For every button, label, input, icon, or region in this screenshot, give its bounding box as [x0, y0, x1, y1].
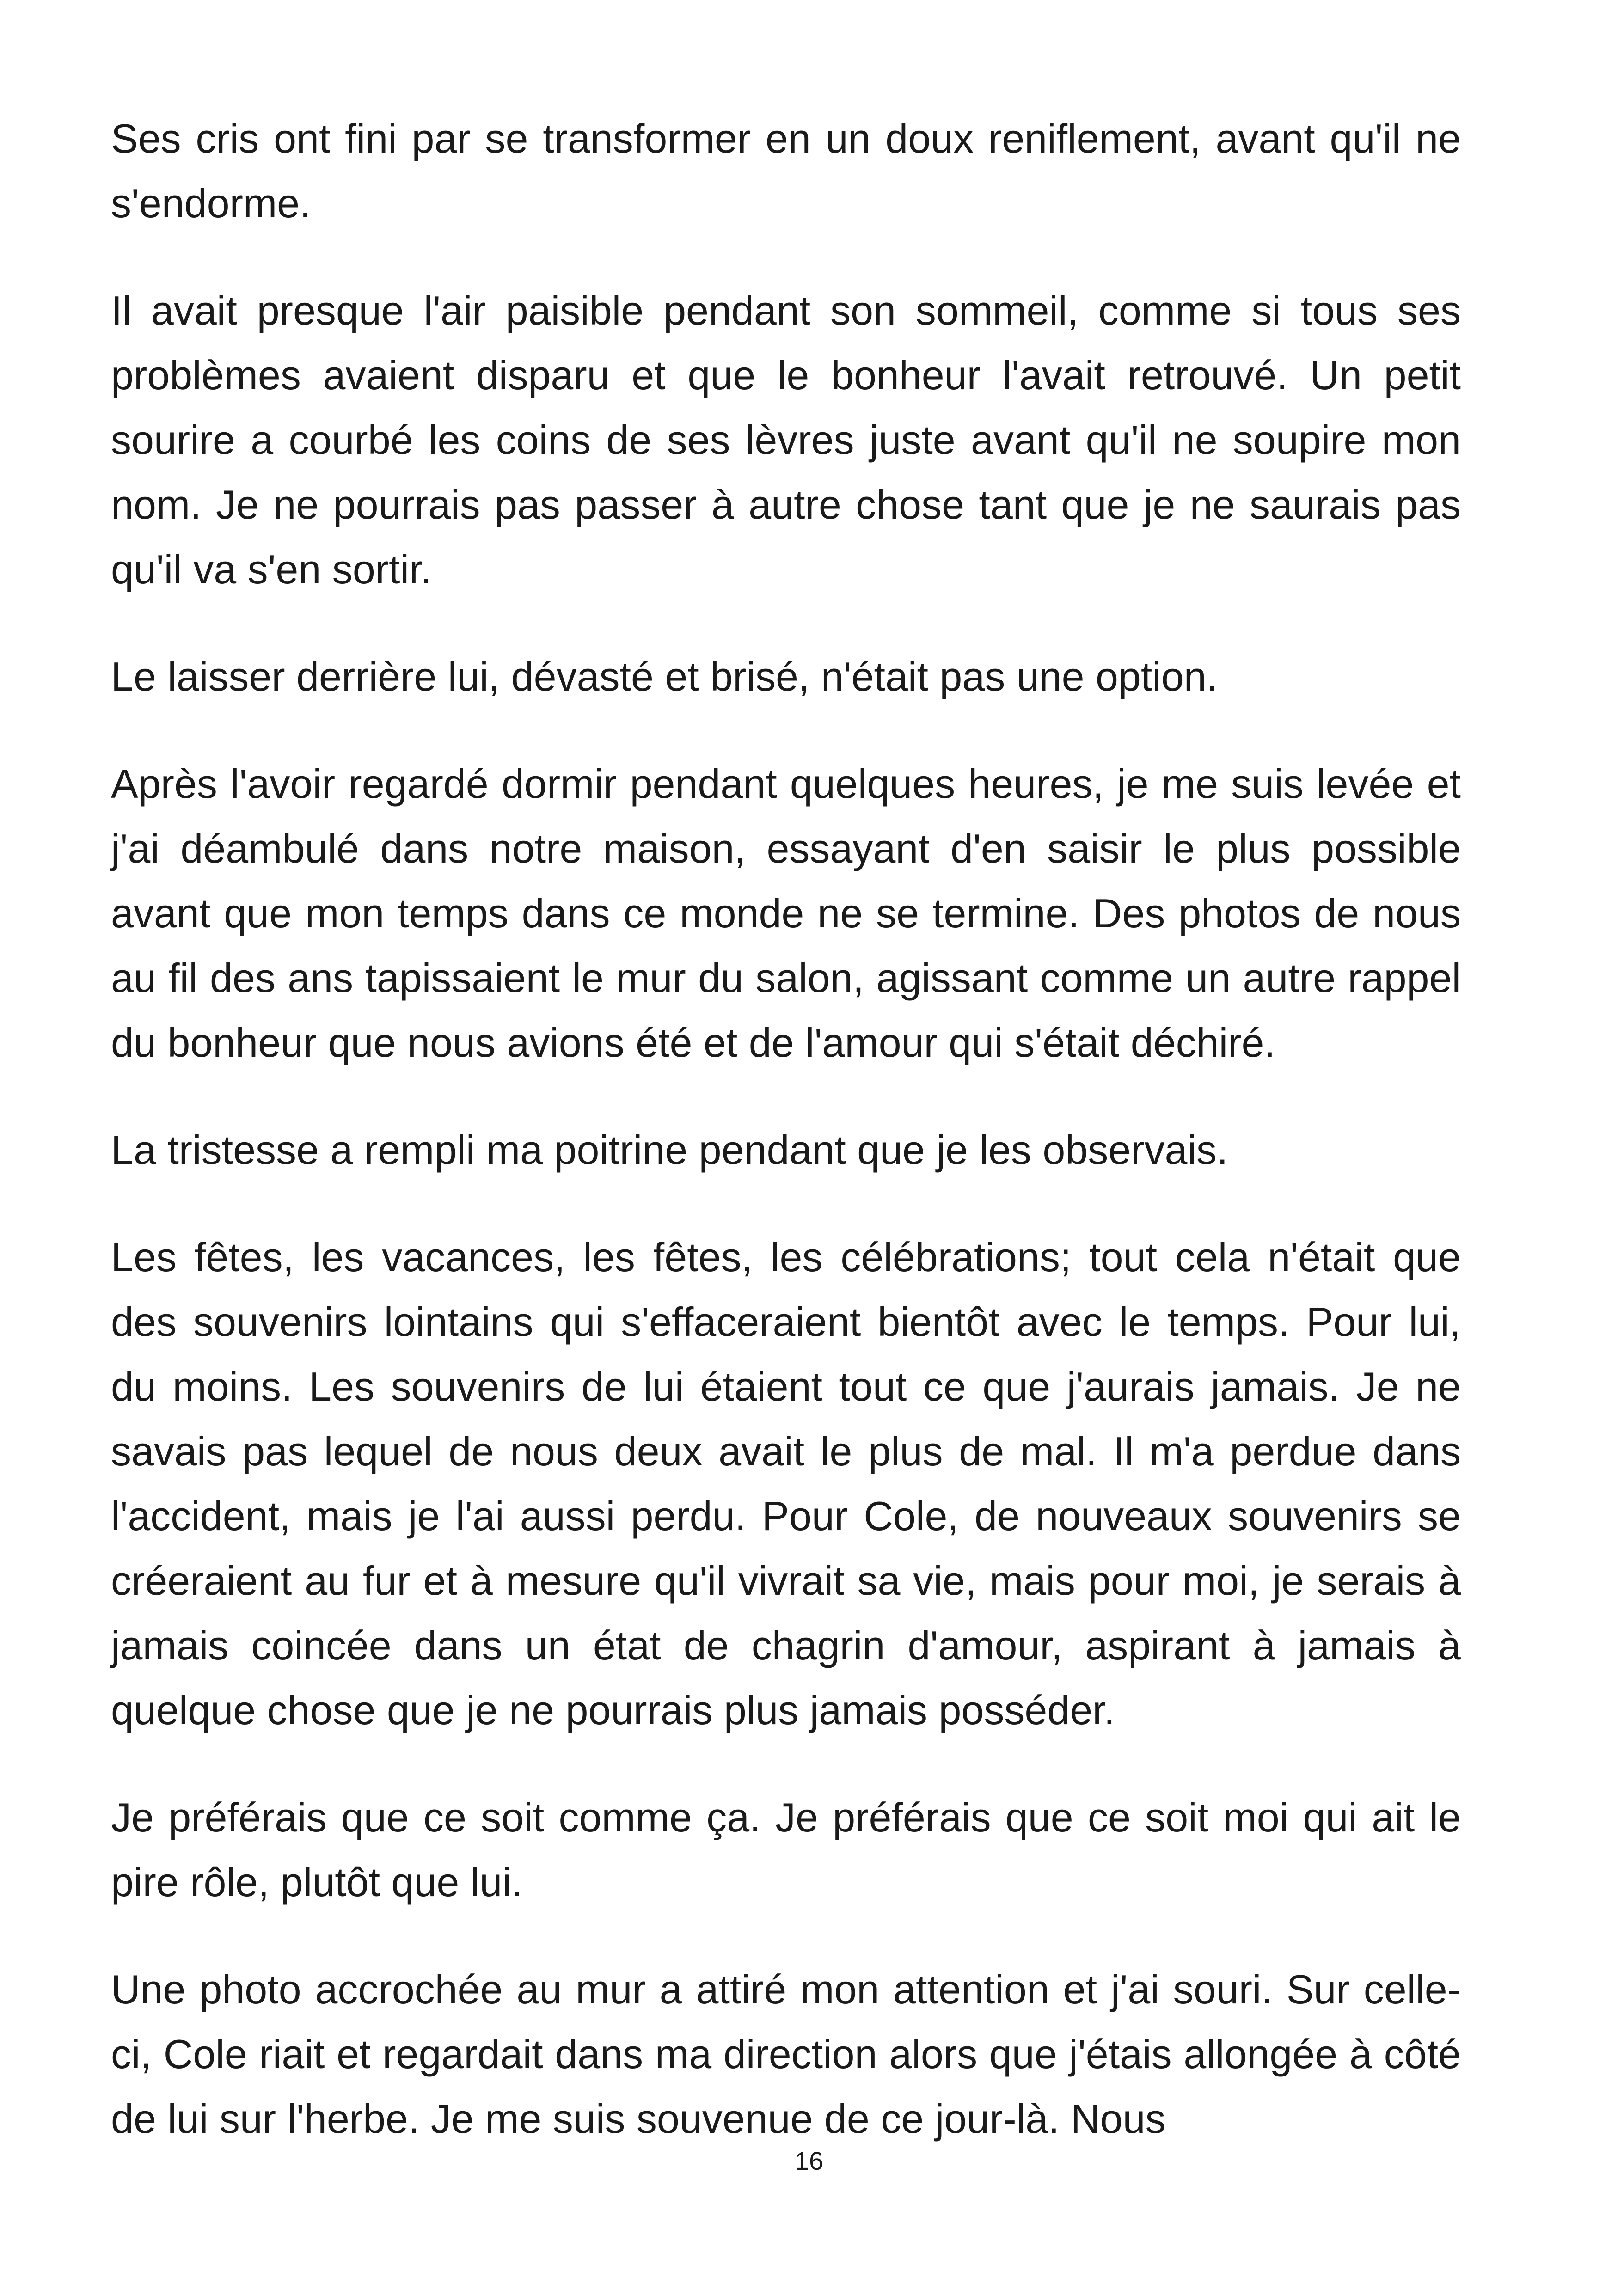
page-body — [111, 106, 1461, 2194]
paragraph-4: Après l'avoir regardé dormir pendant quelques heures, je me suis levée et j'ai déambulé dans notre maison, essayant d'en saisir le plus possible avant que mon temps dans ce monde ne se termine. Des photos de nous au fil des ans tapissaient le mur du salon, agissant comme un autre rappel du bonheur que nous avions été et de l'amour qui s'était déchiré. — [111, 761, 1461, 1065]
paragraph-5: La tristesse a rempli ma poitrine pendant que je les observais. — [111, 1127, 1228, 1173]
page-number: 16 — [794, 2146, 824, 2175]
paragraph-6: Les fêtes, les vacances, les fêtes, les célébrations; tout cela n'était que des souvenirs lointains qui s'effaceraient bientôt avec le temps. Pour lui, du moins. Les souvenirs de lui étaient tout ce que j'aurais jamais. Je ne savais pas lequel de nous deux avait le plus de mal. Il m'a perdue dans l'accident, mais je l'ai aussi perdu. Pour Cole, de nouveaux souvenirs se créeraient au fur et à mesure qu'il vivrait sa vie, mais pour moi, je serais à jamais coincée dans un état de chagrin d'amour, aspirant à jamais à quelque chose que je ne pourrais plus jamais posséder. — [111, 1234, 1461, 1733]
paragraph-7: Je préférais que ce soit comme ça. Je préférais que ce soit moi qui ait le pire rôle, plutôt que lui. — [111, 1794, 1461, 1905]
paragraph-1: Ses cris ont fini par se transformer en un doux reniflement, avant qu'il ne s'endorme. — [111, 116, 1461, 226]
paragraph-8: Une photo accrochée au mur a attiré mon attention et j'ai souri. Sur celle-ci, Cole riait et regardait dans ma direction alors que j'étais allongée à côté de lui sur l'herbe. Je me suis souvenue de ce jour-là. Nous — [111, 1966, 1461, 2142]
paragraph-2: Il avait presque l'air paisible pendant son sommeil, comme si tous ses problèmes avaient disparu et que le bonheur l'avait retrouvé. Un petit sourire a courbé les coins de ses lèvres juste avant qu'il ne soupire mon nom. Je ne pourrais pas passer à autre chose tant que je ne saurais pas qu'il va s'en sortir. — [111, 288, 1461, 592]
paragraph-3: Le laisser derrière lui, dévasté et brisé, n'était pas une option. — [111, 654, 1218, 699]
